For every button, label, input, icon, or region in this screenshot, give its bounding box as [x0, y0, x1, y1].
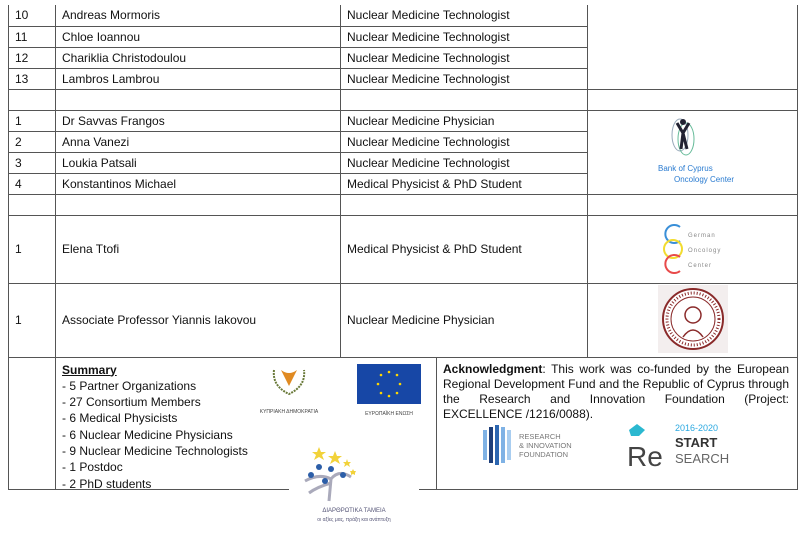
aristotle-university-seal-logo: [588, 283, 798, 357]
member-name: Loukia Patsali: [56, 152, 341, 173]
bank-of-cyprus-figure-icon: [648, 115, 738, 187]
svg-text:& INNOVATION: & INNOVATION: [519, 440, 572, 450]
member-role: Nuclear Medicine Technologist: [341, 131, 588, 152]
summary-item: - 9 Nuclear Medicine Technologists: [62, 443, 248, 458]
svg-text:2016-2020: 2016-2020: [675, 422, 719, 433]
svg-text:Bank of Cyprus: Bank of Cyprus: [657, 163, 713, 173]
row-number: 1: [9, 215, 56, 283]
member-role: Nuclear Medicine Physician: [341, 283, 588, 357]
member-name: Andreas Mormoris: [56, 5, 341, 26]
eu-flag-icon: [357, 364, 421, 404]
svg-text:START: START: [675, 434, 718, 450]
svg-text:RESEARCH: RESEARCH: [519, 431, 561, 441]
spacer-row: [9, 89, 798, 110]
row-number: 3: [9, 152, 56, 173]
structural-funds-logo: ΔΙΑΡΘΡΩΤΙΚΑ ΤΑΜΕΙΑ οι αξίες μας, πράξη και ανάπτυξη: [289, 443, 419, 531]
member-name: Anna Vanezi: [56, 131, 341, 152]
member-name: Dr Savvas Frangos: [56, 110, 341, 131]
row-number: 4: [9, 173, 56, 194]
row-number: 10: [9, 5, 56, 26]
member-name: Konstantinos Michael: [56, 173, 341, 194]
cyprus-republic-logo: ΚΥΠΡΙΑΚΗ ΔΗΜΟΚΡΑΤΙΑ: [254, 366, 324, 421]
svg-text:Oncology: Oncology: [687, 247, 721, 254]
row-number: 2: [9, 131, 56, 152]
member-name: Chloe Ioannou: [56, 26, 341, 47]
member-name: Chariklia Christodoulou: [56, 47, 341, 68]
summary-item: - 6 Nuclear Medicine Physicians: [62, 427, 233, 442]
svg-text:SEARCH: SEARCH: [675, 450, 730, 466]
bank-of-cyprus-logo: [588, 110, 798, 194]
row-number: 11: [9, 26, 56, 47]
university-seal-icon: [658, 285, 728, 353]
member-role: Nuclear Medicine Physician: [341, 110, 588, 131]
row-number: 1: [9, 110, 56, 131]
table-row: [9, 110, 798, 131]
member-role: Nuclear Medicine Technologist: [341, 47, 588, 68]
summary-item: - 27 Consortium Members: [62, 395, 201, 410]
table-row: [9, 5, 798, 26]
table-row: [9, 215, 798, 283]
logo-cell-empty: [588, 5, 798, 89]
member-name: Elena Ttofi: [56, 215, 341, 283]
svg-text:FOUNDATION: FOUNDATION: [519, 449, 569, 459]
row-number: 13: [9, 68, 56, 89]
restart-logo: [625, 422, 745, 474]
svg-text:German: German: [687, 232, 716, 239]
member-role: Nuclear Medicine Technologist: [341, 26, 588, 47]
member-name: Lambros Lambrou: [56, 68, 341, 89]
svg-text:Re: Re: [627, 440, 663, 470]
member-role: Nuclear Medicine Technologist: [341, 68, 588, 89]
member-name: Associate Professor Yiannis Iakovou: [56, 283, 341, 357]
table-row: [9, 283, 798, 357]
acknowledgment-cell: [436, 358, 797, 489]
member-role: Medical Physicist & PhD Student: [341, 215, 588, 283]
research-innovation-foundation-logo: [481, 424, 601, 472]
european-union-logo: ΕΥΡΩΠΑΪΚΗ ΕΝΩΣΗ: [355, 364, 423, 422]
summary-title: Summary: [62, 362, 117, 377]
acknowledgment-text: Acknowledgment: This work was co-funded by the European Regional Development Fund and the Republic of Cyprus through the Research and Innovation Foundation (Project: EXCELLENCE /1216/0088).: [443, 361, 789, 421]
summary-item: - 2 PhD students: [62, 476, 152, 491]
summary-item: - 1 Postdoc: [62, 460, 123, 475]
summary-item: - 6 Medical Physicists: [62, 411, 178, 426]
spacer-row: [9, 194, 798, 215]
svg-text:Oncology Center: Oncology Center: [673, 174, 734, 184]
tree-stars-icon: [289, 443, 419, 503]
consortium-table: [8, 5, 798, 490]
member-role: Nuclear Medicine Technologist: [341, 152, 588, 173]
svg-text:Center: Center: [687, 262, 712, 269]
german-oncology-center-logo: [588, 215, 798, 283]
summary-item: - 5 Partner Organizations: [62, 378, 197, 393]
member-role: Medical Physicist & PhD Student: [341, 173, 588, 194]
row-number: 1: [9, 283, 56, 357]
row-number: 12: [9, 47, 56, 68]
member-role: Nuclear Medicine Technologist: [341, 5, 588, 26]
